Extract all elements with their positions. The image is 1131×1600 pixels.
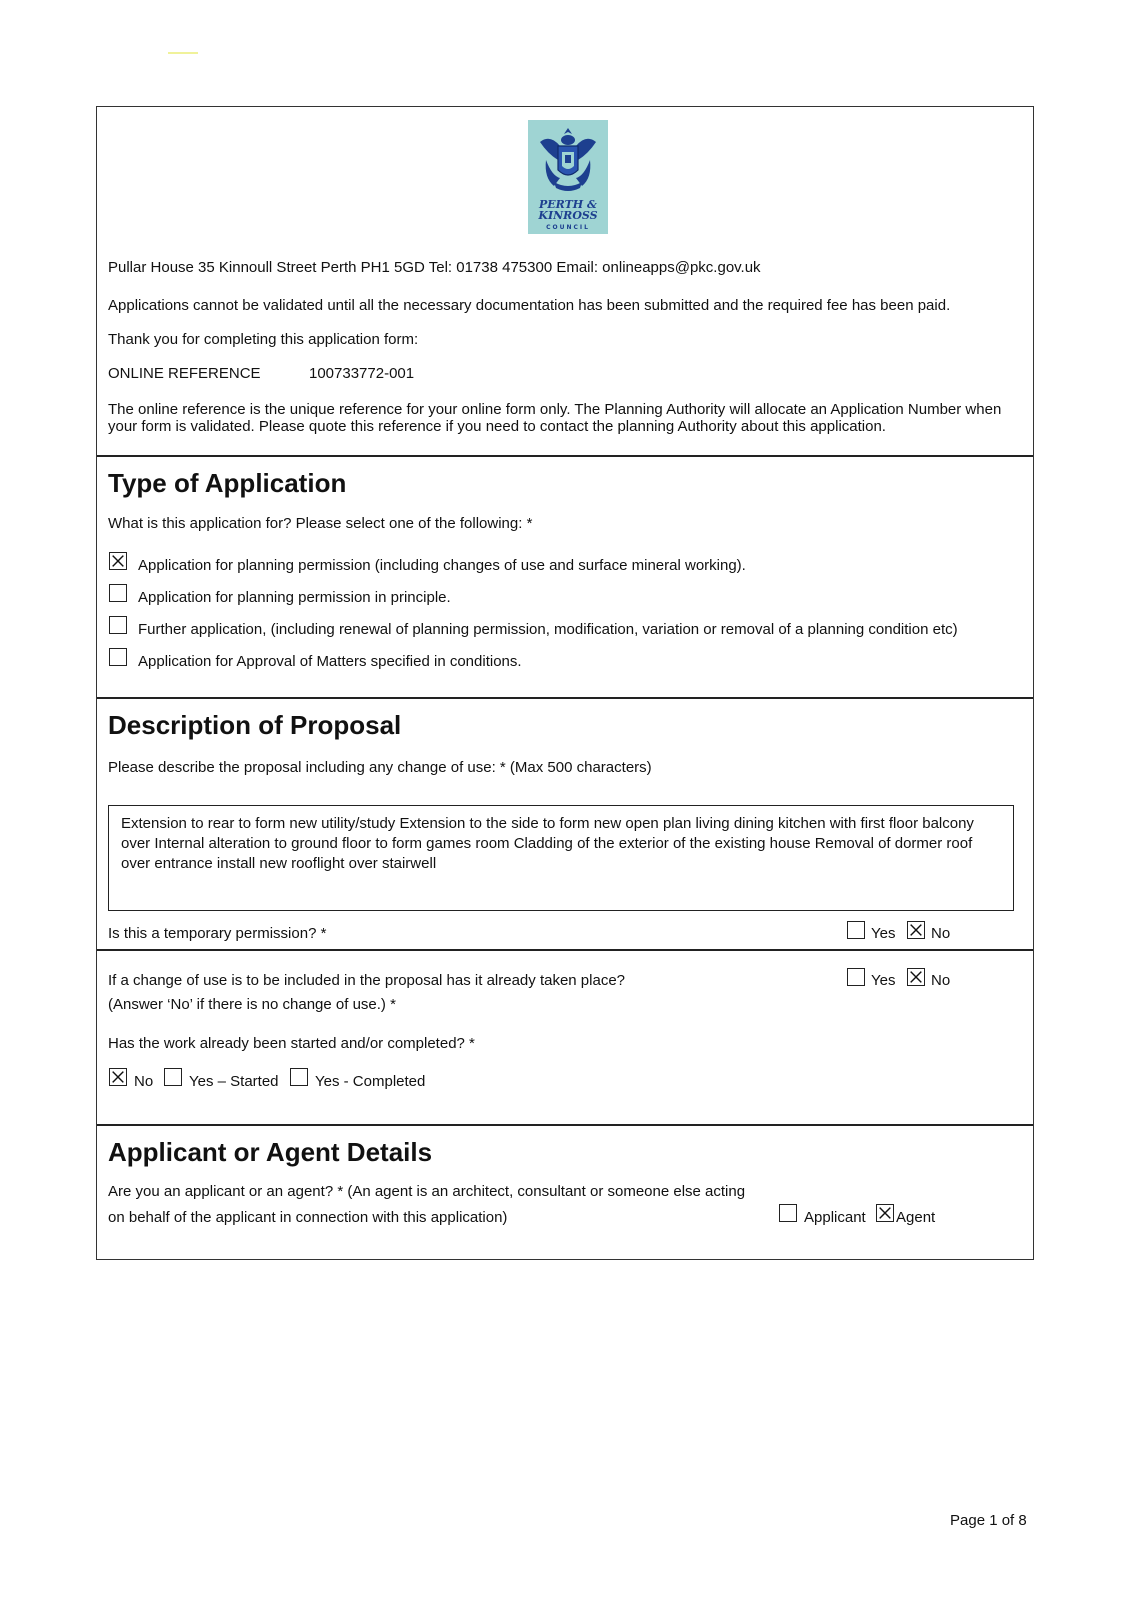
option-label: Application for planning permission in principle. (138, 589, 451, 606)
online-reference-value: 100733772-001 (309, 365, 415, 382)
description-prompt: Please describe the proposal including any change of use: * (Max 500 characters) (108, 759, 652, 776)
thanks-text: Thank you for completing this application form: (108, 331, 419, 348)
type-of-application-heading: Type of Application (108, 468, 347, 498)
page-number: Page 1 of 8 (950, 1512, 1027, 1529)
agent-label: Agent (896, 1209, 936, 1226)
svg-text:COUNCIL: COUNCIL (546, 224, 590, 231)
checked-x-icon (908, 922, 924, 938)
checked-x-icon (110, 553, 126, 569)
description-heading: Description of Proposal (108, 710, 402, 740)
change-of-use-no-checkbox[interactable] (907, 968, 925, 986)
change-of-use-yes-checkbox[interactable] (847, 968, 865, 986)
work-started-label: Yes – Started (189, 1073, 279, 1090)
logo-wordmark (537, 198, 597, 231)
agent-checkbox[interactable] (876, 1204, 894, 1222)
change-of-use-yes-label: Yes (871, 972, 896, 989)
svg-text:KINROSS: KINROSS (538, 209, 598, 222)
validation-notice: Applications cannot be validated until all the necessary documentation has been submitted and the required fee has been paid. (108, 297, 951, 314)
applicant-heading: Applicant or Agent Details (108, 1137, 433, 1167)
applicant-label: Applicant (804, 1209, 866, 1226)
work-no-checkbox[interactable] (109, 1068, 127, 1086)
work-completed-label: Yes - Completed (315, 1073, 426, 1090)
temporary-no-label: No (931, 925, 951, 942)
application-form (96, 106, 1034, 1260)
svg-text:PERTH &: PERTH & (539, 198, 597, 211)
council-logo (528, 120, 608, 234)
council-crest-icon (528, 120, 608, 234)
work-no-label: No (134, 1073, 154, 1090)
applicant-question: Are you an applicant or an agent? * (An agent is an architect, consultant or someone else acting (108, 1183, 746, 1200)
reference-note: The online reference is the unique reference for your online form only. The Planning Authority will allocate an Application Number when your form is validated. Please quote this reference if you need to contact the planning Authority about this application. (108, 401, 1002, 435)
online-reference-label: ONLINE REFERENCE (108, 365, 261, 382)
checked-x-icon (877, 1205, 893, 1221)
option-label: Application for planning permission (including changes of use and surface mineral working). (138, 557, 746, 574)
option-checkbox[interactable] (109, 584, 127, 602)
option-label: Further application, (including renewal of planning permission, modification, variation or removal of a planning condition etc) (138, 621, 958, 638)
option-label: Application for Approval of Matters specified in conditions. (138, 653, 522, 670)
work-started-checkbox[interactable] (164, 1068, 182, 1086)
temporary-yes-label: Yes (871, 925, 896, 942)
change-of-use-note: (Answer ‘No’ if there is no change of use.) * (108, 996, 396, 1013)
option-checkbox[interactable] (109, 648, 127, 666)
council-address: Pullar House 35 Kinnoull Street Perth PH1 5GD Tel: 01738 475300 Email: onlineapps@pkc.gov.uk (108, 259, 761, 276)
temporary-no-checkbox[interactable] (907, 921, 925, 939)
checked-x-icon (908, 969, 924, 985)
option-checkbox[interactable] (109, 616, 127, 634)
change-of-use-question: If a change of use is to be included in the proposal has it already taken place? (108, 972, 626, 989)
temporary-yes-checkbox[interactable] (847, 921, 865, 939)
section-divider (97, 949, 1033, 951)
section-divider (97, 697, 1033, 699)
application-type-question: What is this application for? Please select one of the following: * (108, 515, 533, 532)
work-status-question: Has the work already been started and/or completed? * (108, 1035, 475, 1052)
applicant-checkbox[interactable] (779, 1204, 797, 1222)
option-checkbox[interactable] (109, 552, 127, 570)
applicant-question-cont: on behalf of the applicant in connection with this application) (108, 1209, 508, 1226)
section-divider (97, 1124, 1033, 1126)
description-textarea[interactable]: Extension to rear to form new utility/study Extension to the side to form new open plan living dining kitchen with first floor balcony over Internal alteration to ground floor to form games room Cladding of the exterior of the existing house Removal of dormer roof over entrance install new rooflight over stairwell (108, 805, 1014, 911)
work-completed-checkbox[interactable] (290, 1068, 308, 1086)
temporary-question: Is this a temporary permission? * (108, 925, 327, 942)
change-of-use-no-label: No (931, 972, 951, 989)
highlight-mark (168, 52, 198, 54)
section-divider (97, 455, 1033, 457)
checked-x-icon (110, 1069, 126, 1085)
